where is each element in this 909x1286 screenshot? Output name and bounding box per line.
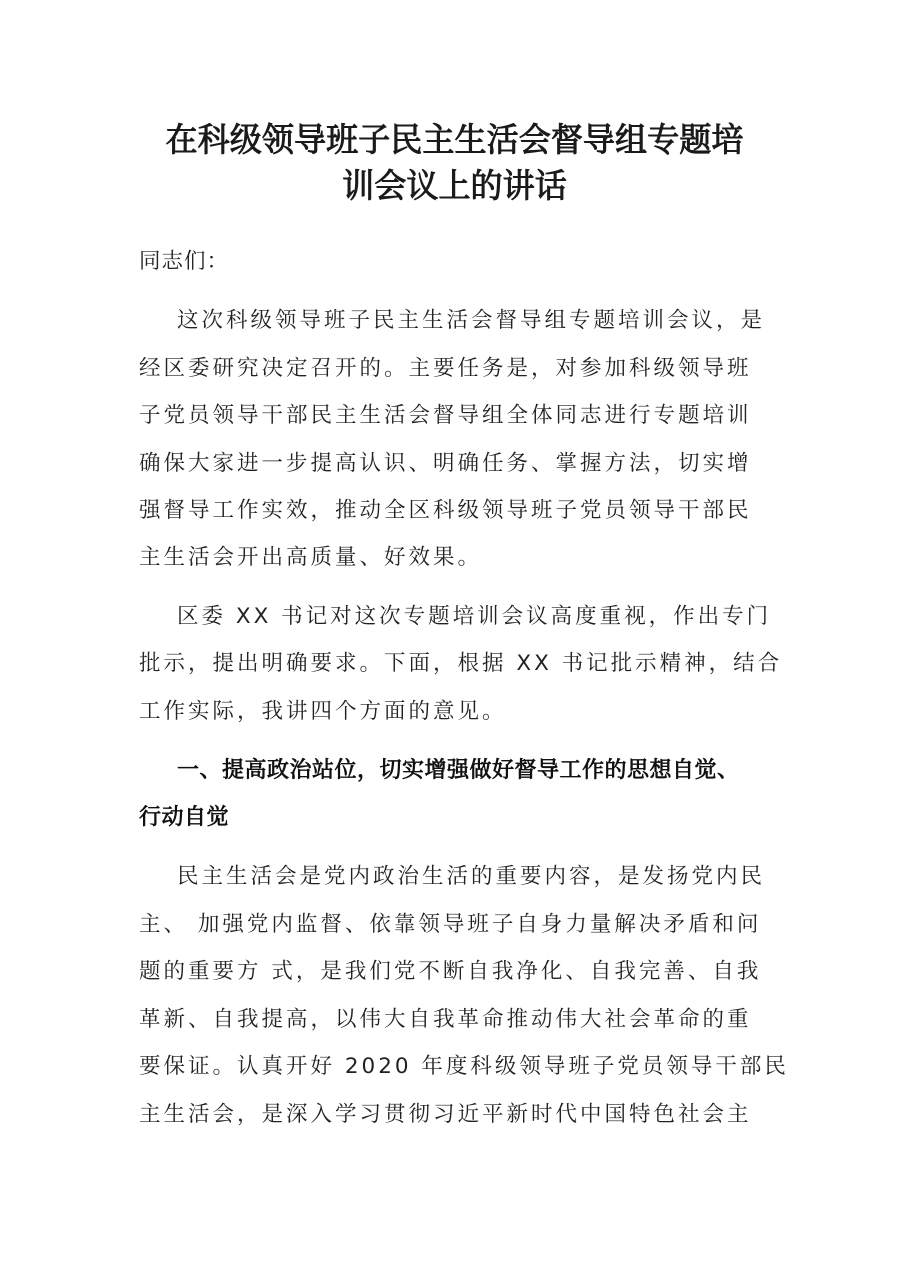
paragraph-3-line-3: 题的重要方 式，是我们党不断自我净化、自我完善、自我 [139,959,762,984]
salutation: 同志们： [139,249,230,274]
paragraph-1-line-5: 强督导工作实效，推动全区科级领导班子党员领导干部民 [139,498,752,523]
paragraph-2-line-1: 区委 XX 书记对这次专题培训会议高度重视，作出专门 [177,604,772,629]
paragraph-2-line-2: 批示，提出明确要求。下面，根据 XX 书记批示精神，结合 [139,651,783,676]
paragraph-3-line-6: 主生活会，是深入学习贯彻习近平新时代中国特色社会主 [139,1102,752,1127]
paragraph-3-line-5: 要保证。认真开好 2020 年度科级领导班子党员领导干部民 [139,1054,789,1079]
paragraph-1-line-1: 这次科级领导班子民主生活会督导组专题培训会议，是 [177,308,766,333]
section-heading-1-line-1: 一、提高政治站位，切实增强做好督导工作的思想自觉、 [177,758,740,783]
paragraph-3-line-4: 革新、自我提高，以伟大自我革命推动伟大社会革命的重 [139,1007,752,1032]
paragraph-1-line-3: 子党员领导干部民主生活会督导组全体同志进行专题培训 [139,403,752,428]
paragraph-3-line-1: 民主生活会是党内政治生活的重要内容，是发扬党内民 [177,864,766,889]
document-title-line-1: 在科级领导班子民主生活会督导组专题培 [165,120,744,159]
paragraph-3-line-2: 主、 加强党内监督、依靠领导班子自身力量解决矛盾和问 [139,912,762,937]
paragraph-1-line-6: 主生活会开出高质量、好效果。 [139,545,483,570]
paragraph-2-line-3: 工作实际，我讲四个方面的意见。 [139,699,507,724]
document-title-line-2: 训会议上的讲话 [342,166,567,205]
paragraph-1-line-2: 经区委研究决定召开的。主要任务是，对参加科级领导班 [139,356,752,381]
section-heading-1-line-2: 行动自觉 [139,805,230,830]
paragraph-1-line-4: 确保大家进一步提高认识、明确任务、掌握方法，切实增 [139,451,752,476]
